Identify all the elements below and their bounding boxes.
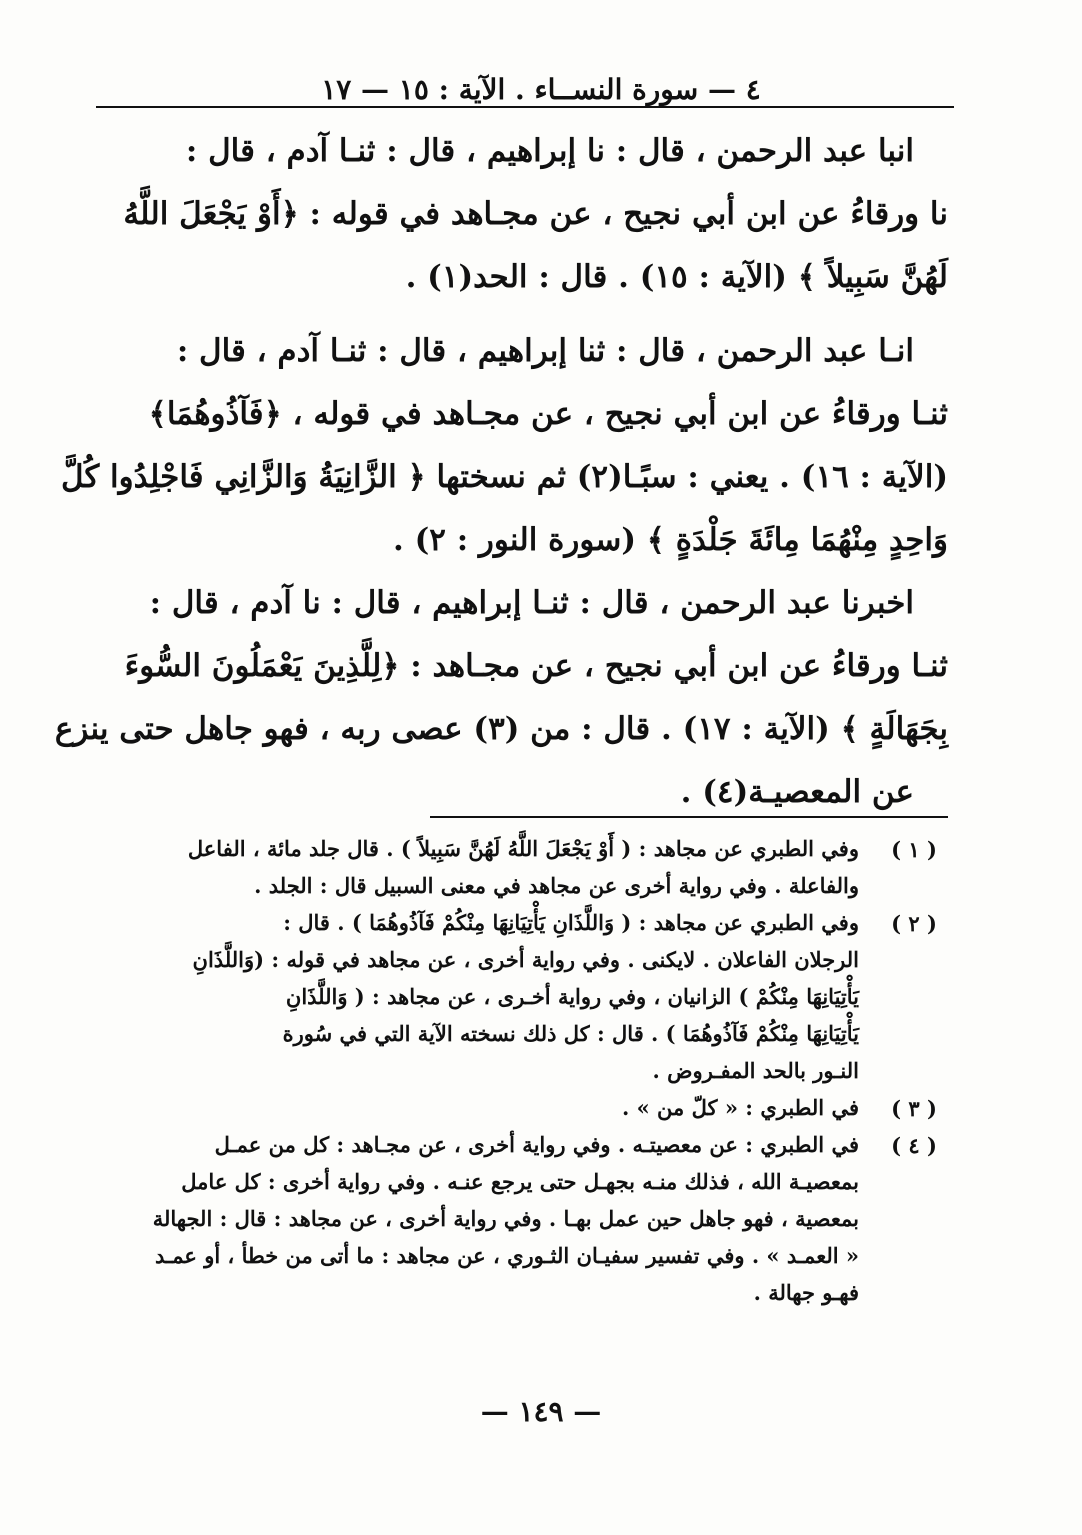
footnote-line: يَأْتِيَانِهَا مِنْكُمْ فَآذُوهُمَا ) . قال : كل ذلك نسخته الآية التي في سُورة — [282, 1021, 859, 1046]
paragraph-1 — [100, 120, 948, 309]
paragraph-2 — [61, 320, 948, 572]
text-line: ثنـا ورقاءُ عن ابن أبي نجيح ، عن مجـاهد في قوله ، ﴿فَآذُوهُمَا﴾ — [148, 396, 948, 432]
header-rule — [96, 106, 954, 108]
footnote-line: وفي الطبري عن مجاهد : ( أَوْ يَجْعَلَ اللَّهُ لَهُنَّ سَبِيلاً ) . قال جلد مائة ، الفاعل — [187, 836, 859, 861]
footnote-3 — [96, 1089, 954, 1126]
footnote-4 — [96, 1126, 954, 1311]
text-line: لَهُنَّ سَبِيلاً ﴾ (الآية : ١٥) . قال : الحد(١) . — [405, 259, 948, 295]
text-line: انـا عبد الرحمن ، قال : ثنا إبراهيم ، قال : ثنـا آدم ، قال : — [176, 333, 914, 369]
footnote-number: ( ٤ ) — [891, 1133, 937, 1158]
text-line: انبا عبد الرحمن ، قال : نا إبراهيم ، قال : ثنـا آدم ، قال : — [185, 133, 914, 169]
footnote-line: والفاعلة . وفي رواية أخرى عن مجاهد في معنى السبيل قال : الجلد . — [254, 873, 859, 898]
footnote-number: ( ١ ) — [891, 837, 937, 862]
footnote-1 — [96, 830, 954, 904]
text-line: وَاحِدٍ مِنْهُمَا مِائَةَ جَلْدَةٍ ﴾ (سورة النور : ٢) . — [392, 522, 948, 558]
text-line: عن المعصيـة(٤) . — [680, 774, 914, 810]
running-header: ٤ — سورة النســاء . الآية : ١٥ — ١٧ — [321, 73, 761, 106]
text-line: (الآية : ١٦) . يعني : سبًـا(٢) ثم نسختها ﴿ الزَّانِيَةُ وَالزَّانِي فَاجْلِدُوا كُلَّ — [61, 459, 948, 495]
footnote-line: في الطبري : « كلّ من » . — [622, 1095, 859, 1120]
footnote-line: « العمـد » . وفي تفسير سفيـان الثـوري ، عن مجاهد : ما أتى من خطأ ، أو عمـد — [155, 1243, 859, 1268]
paragraph-3 — [54, 572, 948, 824]
footnote-2 — [96, 904, 954, 1089]
footnote-line: النـور بالحد المفـروض . — [652, 1058, 859, 1083]
footnote-number: ( ٣ ) — [891, 1096, 937, 1121]
footnote-line: في الطبري : عن معصيتـه . وفي رواية أخرى ، عن مجـاهد : كل من عمـل — [214, 1132, 859, 1157]
page-number: — ١٤٩ — — [480, 1395, 602, 1428]
footnote-line: بمعصية ، فهو جاهل حين عمل بهـا . وفي رواية أخرى ، عن مجاهد : قال : الجهالة — [152, 1206, 859, 1231]
text-line: نا ورقاءُ عن ابن أبي نجيح ، عن مجـاهد في قوله : ﴿أَوْ يَجْعَلَ اللَّهُ — [123, 196, 948, 232]
text-line: اخبرنا عبد الرحمن ، قال : ثنـا إبراهيم ، قال : نا آدم ، قال : — [149, 585, 914, 621]
footnotes — [96, 830, 954, 1311]
footnote-rule — [430, 816, 948, 818]
footnote-line: يَأْتِيَانِهَا مِنْكُمْ ) الزانيان ، وفي رواية أخـرى ، عن مجاهد : ( وَاللَّذَانِ — [285, 984, 859, 1009]
footnote-line: وفي الطبري عن مجاهد : ( وَاللَّذَانِ يَأْتِيَانِهَا مِنْكُمْ فَآذُوهُمَا ) . قال : — [283, 910, 859, 935]
footnote-line: فهـو جهالة . — [753, 1280, 859, 1305]
footnote-line: الرجلان الفاعلان . لايكنى . وفي رواية أخرى ، عن مجاهد في قوله : (وَاللَّذَانِ — [192, 947, 859, 972]
text-line: بِجَهَالَةٍ ﴾ (الآية : ١٧) . قال : من (٣) عصى ربه ، فهو جاهل حتى ينزع — [54, 711, 948, 747]
text-line: ثنـا ورقاءُ عن ابن أبي نجيح ، عن مجـاهد : ﴿لِلَّذِينَ يَعْمَلُونَ السُّوءَ — [124, 648, 948, 684]
footnote-number: ( ٢ ) — [891, 911, 937, 936]
footnote-line: بمعصيـة الله ، فذلك منـه بجهـل حتى يرجع عنـه . وفي رواية أخرى : كل عامل — [181, 1169, 859, 1194]
